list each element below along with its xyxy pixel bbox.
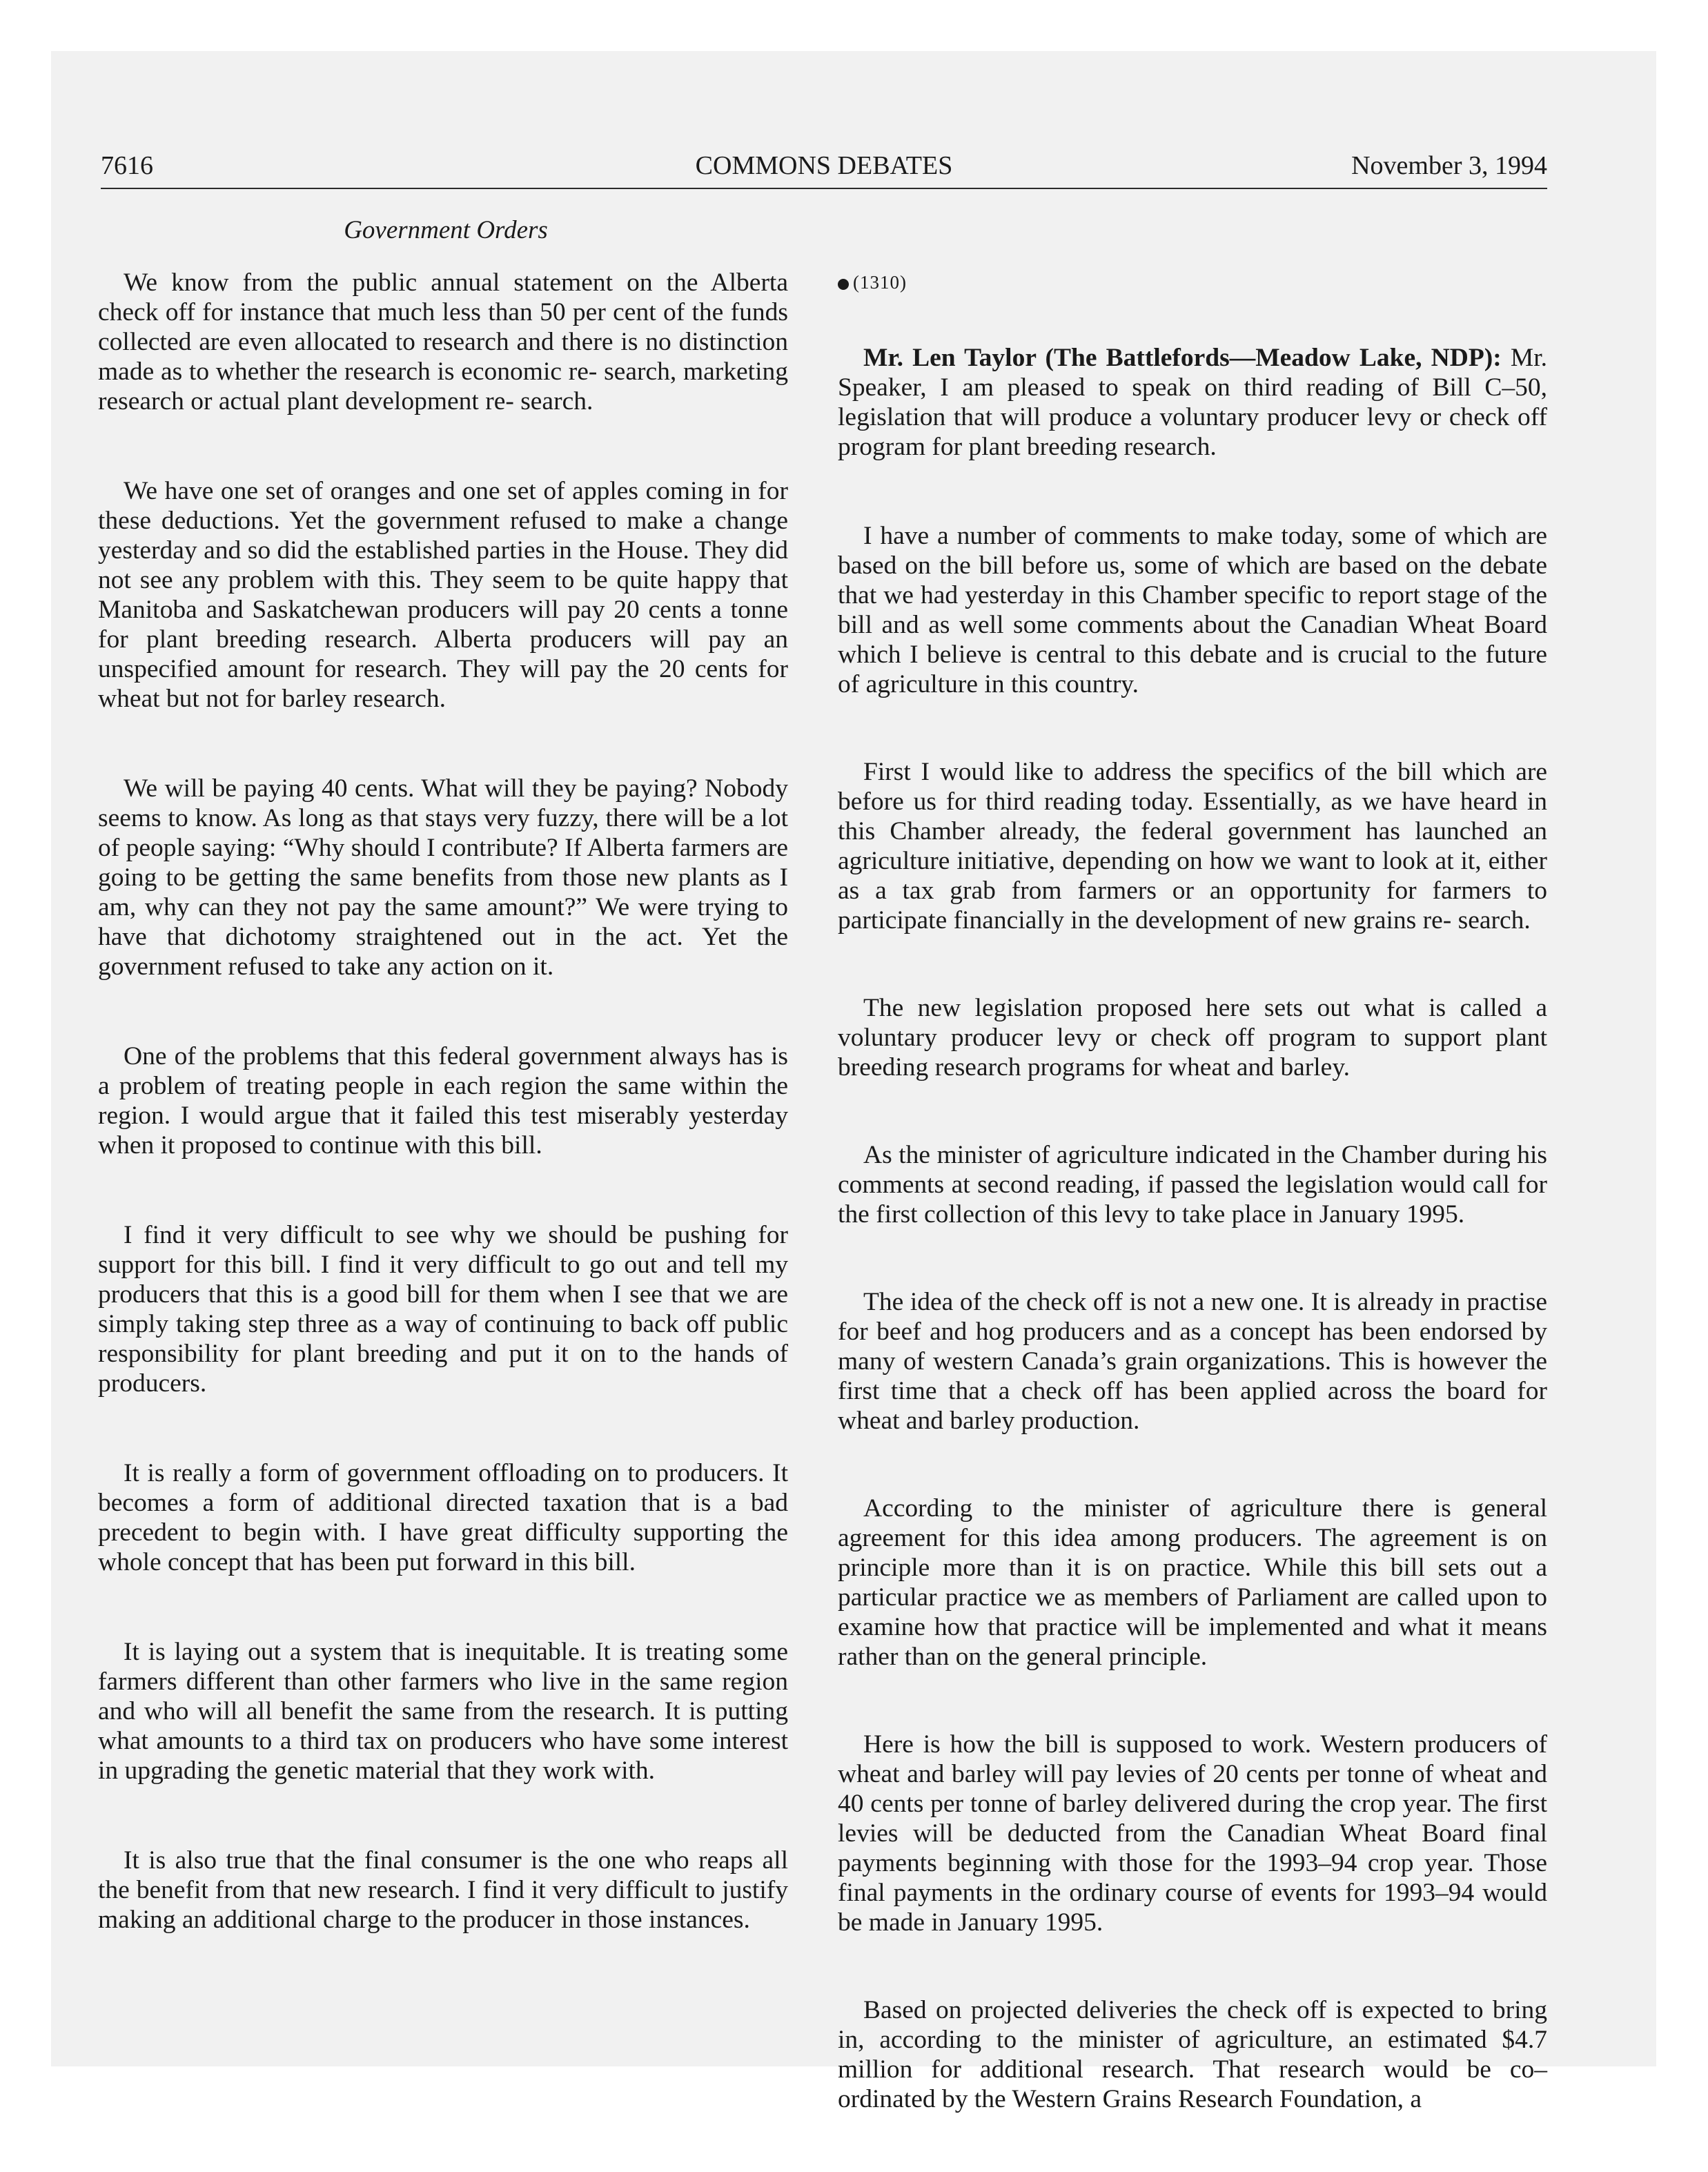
speaker-opening: Mr. Speaker, I am pleased to speak on third reading of Bill C–50, legislation that will produce a voluntary producer levy or check off program for plant breeding research. xyxy=(838,344,1547,461)
paragraph: It is laying out a system that is inequitable. It is treating some farmers different than other farmers who live in the same region and who will all benefit the same from the research. It is putting what amounts to a third tax on producers who have some interest in upgrading the genetic material that they work with. xyxy=(98,1638,788,1785)
bullet-icon xyxy=(838,279,849,290)
paragraph: It is also true that the final consumer is the one who reaps all the benefit from that new research. I find it very difficult to justify making an additional charge to the producer in those instances. xyxy=(98,1846,788,1934)
page-header xyxy=(101,146,1547,189)
paragraph: The new legislation proposed here sets out what is called a voluntary producer levy or check off program to support plant breeding research programs for wheat and barley. xyxy=(838,994,1547,1082)
section-title: Government Orders xyxy=(344,216,548,244)
timestamp-text: (1310) xyxy=(853,272,907,293)
paragraph: We have one set of oranges and one set of apples coming in for these deductions. Yet the government refused to make a change yesterday and so did the established parties in the House. They did not see any problem with this. They seem to be quite happy that Manitoba and Saskatchewan producers will pay 20 cents a tonne for plant breeding research. Alberta producers will pay an unspecified amount for research. They will pay the 20 cents for wheat but not for barley research. xyxy=(98,477,788,713)
paragraph: It is really a form of government offloading on to producers. It becomes a form of additional directed taxation that is a bad precedent to begin with. I have great difficulty supporting the whole concept that has been put forward in this bill. xyxy=(98,1459,788,1576)
publication-title: COMMONS DEBATES xyxy=(695,151,953,180)
paragraph: First I would like to address the specifics of the bill which are before us for third reading today. Essentially, as we have heard in this Chamber already, the federal government has launched an agriculture initiative, depending on how we want to look at it, either as a tax grab from farmers or an opportunity for farmers to participate financially in the development of new grains re- search. xyxy=(838,758,1547,935)
timestamp-marker xyxy=(838,268,1547,297)
paragraph: I have a number of comments to make today, some of which are based on the bill before us, some of which are based on the debate that we had yesterday in this Chamber specific to report stage of the bill and as well some comments about the Canadian Wheat Board which I believe is central to this debate and is crucial to the future of agriculture in this country. xyxy=(838,522,1547,698)
publication-date: November 3, 1994 xyxy=(1351,151,1547,180)
paragraph: According to the minister of agriculture there is general agreement for this idea among producers. The agreement is on principle more than it is on practice. While this bill sets out a particular practice we as members of Parliament are called upon to examine how that practice will be implemented and what it means rather than on the general principle. xyxy=(838,1494,1547,1671)
paragraph: I find it very difficult to see why we should be pushing for support for this bill. I find it very difficult to go out and tell my producers that this is a good bill for them when I see that we are simply taking step three as a way of continuing to back off public responsibility for plant breeding and put it on to the hands of producers. xyxy=(98,1221,788,1398)
speaker-name: Mr. Len Taylor (The Battlefords—Meadow Lake, NDP): xyxy=(863,344,1502,372)
paragraph: As the minister of agriculture indicated in the Chamber during his comments at second reading, if passed the legislation would call for the first collection of this levy to take place in January 1995. xyxy=(838,1141,1547,1229)
speaker-paragraph xyxy=(838,343,1547,462)
paragraph: Based on projected deliveries the check off is expected to bring in, according to the minister of agriculture, an estimated $4.7 million for additional research. That research would be co–ordinated by the Western Grains Research Foundation, a xyxy=(838,1996,1547,2113)
paragraph: The idea of the check off is not a new one. It is already in practise for beef and hog producers and as a concept has been endorsed by many of western Canada’s grain organizations. This is however the first time that a check off has been applied across the board for wheat and barley production. xyxy=(838,1288,1547,1435)
page-number: 7616 xyxy=(101,151,153,180)
right-column xyxy=(838,268,1547,2172)
paragraph: We know from the public annual statement on the Alberta check off for instance that much less than 50 per cent of the funds collected are even allocated to research and there is no distinction made as to whether the research is economic re- search, marketing research or actual plant development re- search. xyxy=(98,268,788,415)
paragraph: We will be paying 40 cents. What will they be paying? Nobody seems to know. As long as that stays very fuzzy, there will be a lot of people saying: “Why should I contribute? If Alberta farmers are going to be getting the same benefits from those new plants as I am, why can they not pay the same amount?” We were trying to have that dichotomy straightened out in the act. Yet the government refused to take any action on it. xyxy=(98,774,788,981)
left-column xyxy=(98,268,788,1995)
paragraph: Here is how the bill is supposed to work. Western producers of wheat and barley will pay levies of 20 cents per tonne of wheat and 40 cents per tonne of barley delivered during the crop year. The first levies will be deducted from the Canadian Wheat Board final payments beginning with those for the 1993–94 crop year. Those final payments in the ordinary course of events for 1993–94 would be made in January 1995. xyxy=(838,1730,1547,1937)
paragraph: One of the problems that this federal government always has is a problem of treating people in each region the same within the region. I would argue that it failed this test miserably yesterday when it proposed to continue with this bill. xyxy=(98,1042,788,1160)
